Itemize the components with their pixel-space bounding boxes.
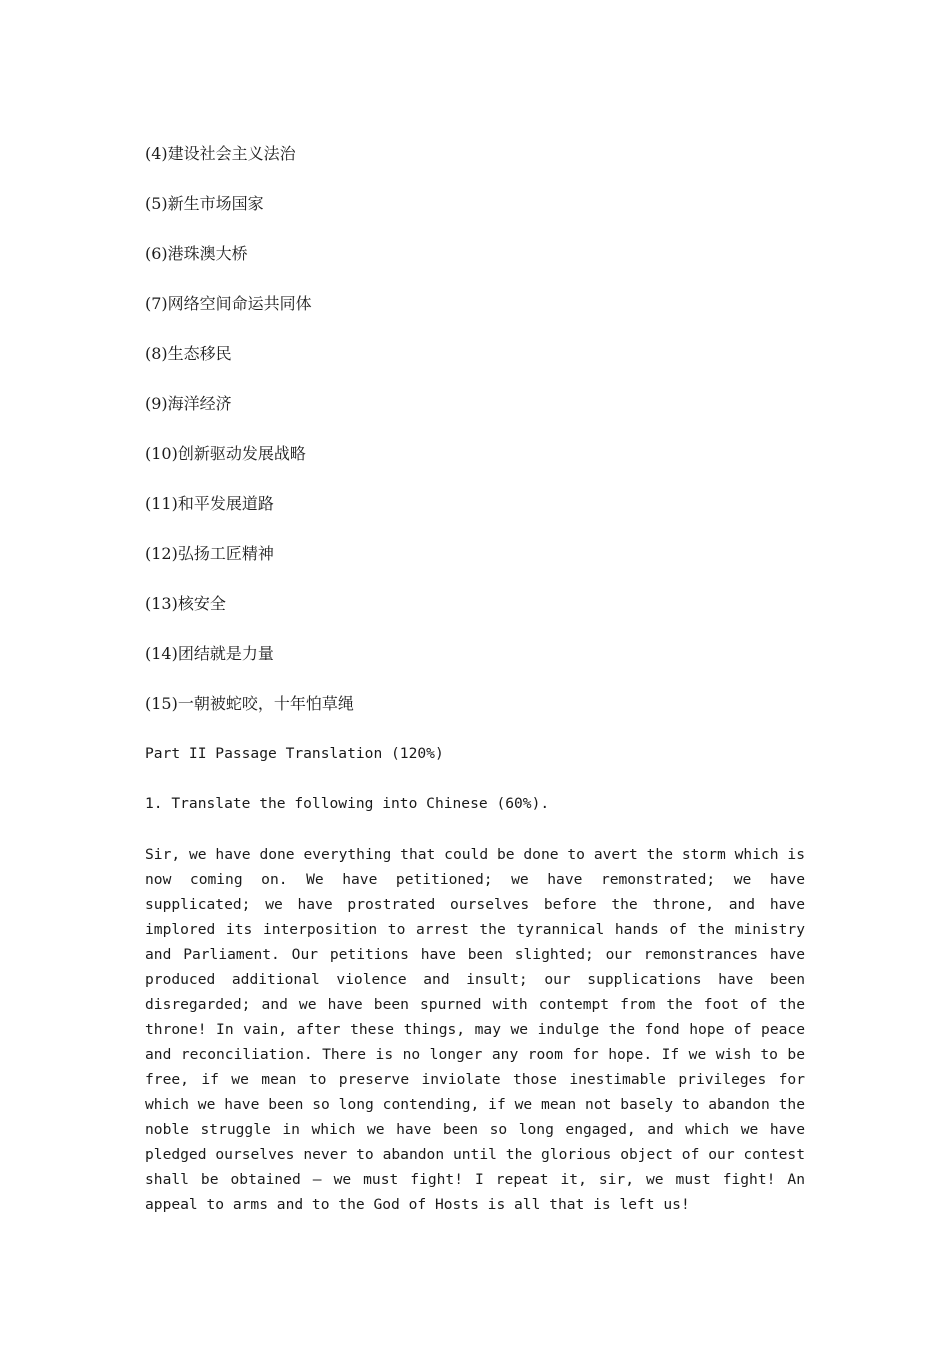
term-item: (8)生态移民 [145,344,232,363]
term-item: (15)一朝被蛇咬，十年怕草绳 [145,694,354,713]
term-item: (13)核安全 [145,594,226,613]
term-item: (6)港珠澳大桥 [145,244,248,263]
passage-text: Sir, we have done everything that could be done to avert the storm which is now coming on. We have petitioned; we have remonstrated; we have supplicated; we have prostrated ourselves before the throne, and have implored its interposition to arrest the tyrannical hands of the ministry and Parliament. Our petitions have been slighted; our remonstrances have produced additional violence and insult; our supplications have been disregarded; and we have been spurned with contempt from the foot of the throne! In vain, after these things, may we indulge the fond hope of peace and reconciliation. There is no longer any room for hope. If we wish to be free, if we mean to preserve inviolate those inestimable privileges for which we have been so long contending, if we mean not basely to abandon the noble struggle in which we have been so long engaged, and which we have pledged ourselves never to abandon until the glorious object of our contest shall be obtained — we must fight! I repeat it, sir, we must fight! An appeal to arms and to the God of Hosts is all that is left us! [145,846,805,1213]
part-heading: Part II Passage Translation (120%) [145,745,444,762]
term-item: (4)建设社会主义法治 [145,144,296,163]
task-instruction: 1. Translate the following into Chinese (60%). [145,795,550,812]
term-item: (12)弘扬工匠精神 [145,544,274,563]
term-item: (10)创新驱动发展战略 [145,444,306,463]
term-item: (5)新生市场国家 [145,194,264,213]
term-item: (9)海洋经济 [145,394,232,413]
term-item: (11)和平发展道路 [145,494,274,513]
term-item: (7)网络空间命运共同体 [145,294,312,313]
document-body [145,138,805,1217]
term-item: (14)团结就是力量 [145,644,274,663]
